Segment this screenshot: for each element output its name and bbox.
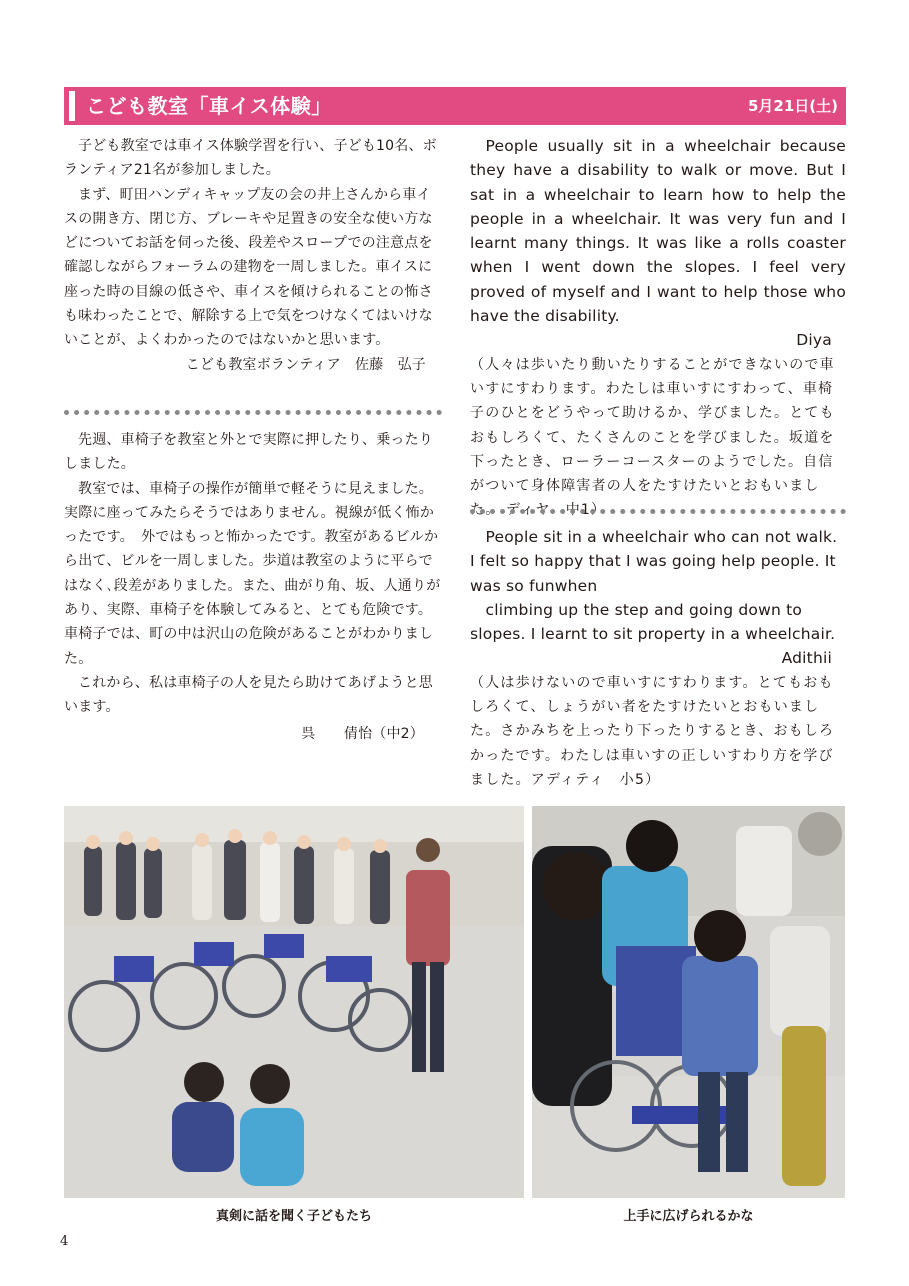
author: Diya	[796, 331, 832, 350]
paragraph: 先週、車椅子を教室と外とで実際に押したり、乗ったりしました。	[64, 432, 433, 473]
right-essay-2	[470, 525, 846, 792]
header-accent-bar	[69, 91, 75, 121]
english-text: People sit in a wheelchair who can not walk. I felt so happy that I was going help people. It was so funwhen	[470, 528, 838, 595]
section-title: こども教室「車イス体験」	[86, 94, 332, 118]
event-date: 5月21日(土)	[747, 97, 838, 115]
left-article-1	[64, 134, 442, 377]
right-essay-1	[470, 134, 846, 523]
section-header	[64, 87, 846, 125]
author: Adithii	[781, 649, 832, 668]
paragraph: まず、町田ハンディキャップ友の会の井上さんから車イスの開き方、閉じ方、ブレーキや足置きの安全な使い方などについてお話を伺った後、段差やスロープでの注意点を確認しながらフォーラムの建物を一周しました。車イスに座った時の目線の低さや、車イスを傾けられることの怖さも味わったことで、解除する上で気をつけなくてはいけないことが、よくわかったのではないかと思います。	[64, 186, 433, 349]
paragraph: 子ども教室では車イス体験学習を行い、子ども10名、ボランティア21名が参加しました。	[64, 138, 437, 179]
photo-caption-left: 真剣に話を聞く子どもたち	[215, 1209, 372, 1224]
dotted-divider	[470, 509, 846, 514]
japanese-translation: （人々は歩いたり動いたりすることができないので車いすにすわります。わたしは車いすにすわって、車椅子のひとをどうやって助けるか、学びました。とてもおもしろくて、たくさんのことを学びました。坂道を下ったとき、ローラーコースターのようでした。自信がついて身体障害者の人をたすけたいとおもいました。 ディヤ 中1）	[470, 356, 835, 519]
photo-caption-right: 上手に広げられるかな	[623, 1209, 754, 1224]
paragraph: 教室では、車椅子の操作が簡単で軽そうに見えました。実際に座ってみたらそうではありません。視線が低く怖かったです。 外ではもっと怖かったです。教室があるビルから出て、ビルを一周しました。歩道は教室のように平らではなく､段差がありました。また、曲がり角、坂、人通りがあり、実際、車椅子を体験してみると、とても危険です。車椅子では、町の中は沢山の危険があることがわかりました。	[64, 480, 441, 667]
photo-children-listening	[64, 806, 524, 1198]
japanese-translation: （人は歩けないので車いすにすわります。とてもおもしろくて、しょうがい者をたすけたいとおもいました。さかみちを上ったり下ったりするとき、おもしろかったです。わたしは車いすの正しいすわり方を学びました。アディティ 小5）	[470, 674, 835, 788]
signature: 呉 倩怡（中2）	[301, 725, 424, 742]
photo-illustration	[64, 806, 524, 1198]
dotted-divider	[64, 410, 442, 415]
english-text: People usually sit in a wheelchair because they have a disability to walk or move. But I sat in a wheelchair to learn how to help the people in a wheelchair. It was very fun and I learnt many things. It was like a rolls coaster when I went down the slopes. I feel very proved of myself and I want to help those who have the disability.	[470, 137, 846, 326]
page-number: 4	[60, 1234, 69, 1249]
photo-wheelchair-practice	[532, 806, 845, 1198]
left-article-2	[64, 428, 442, 746]
paragraph: これから、私は車椅子の人を見たら助けてあげようと思います。	[64, 674, 433, 716]
signature: こども教室ボランティア 佐藤 弘子	[185, 356, 426, 373]
english-text: climbing up the step and going down to slopes. I learnt to sit property in a wheelchair.	[470, 600, 836, 644]
photo-illustration	[532, 806, 845, 1198]
